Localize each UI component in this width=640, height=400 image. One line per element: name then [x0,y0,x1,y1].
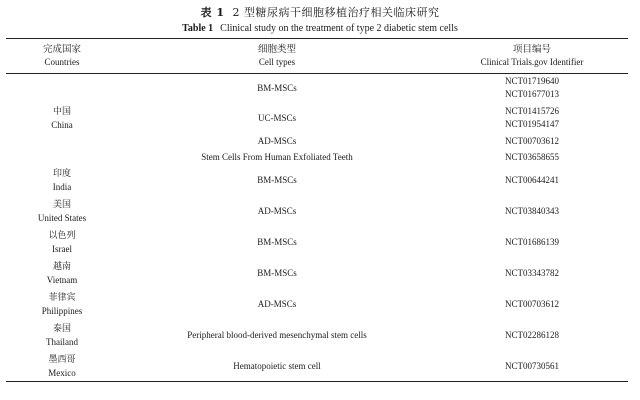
table-label-en: Table 1 [182,23,214,34]
country-cn: 菲律宾 [48,292,76,303]
trial-id: NCT03658655 [505,151,559,162]
table-row [6,351,628,382]
country-cell [6,351,118,382]
country-en: Mexico [48,367,76,378]
country-cn: 美国 [52,199,71,210]
table-row [6,165,628,196]
country-en: Philippines [41,305,83,316]
country-cn: 以色列 [48,230,76,241]
trial-id: NCT02286128 [505,330,559,340]
country-cell [6,320,118,351]
country-cell [6,196,118,227]
header-identifier-en: Clinical Trials.gov Identifier [480,57,584,67]
trial-id: NCT00730561 [505,361,559,371]
table-row [6,258,628,289]
cell-type: BM-MSCs [257,82,297,93]
header-countries [6,39,118,73]
trial-id: NCT01954147 [505,119,559,129]
table-caption-cn: 2 型糖尿病干细胞移植治疗相关临床研究 [232,6,440,19]
header-identifier-cn: 项目编号 [512,44,551,55]
cell-type: BM-MSCs [257,268,297,278]
cell-type: Peripheral blood-derived mesenchymal stem cells [187,330,367,340]
cell-type: Hematopoietic stem cell [233,361,321,371]
table-row [6,289,628,320]
table-row [6,320,628,351]
country-cn: 印度 [52,168,71,179]
trial-id: NCT00703612 [505,299,559,309]
clinical-study-table [6,39,628,382]
table-label-cn: 表 1 [200,6,225,19]
country-cn: 中国 [52,107,71,117]
cell-type: AD-MSCs [257,135,297,146]
trial-id: NCT03840343 [505,206,559,216]
table-caption-en: Clinical study on the treatment of type 2 diabetic stem cells [220,23,458,34]
cell-type: BM-MSCs [257,237,297,247]
trial-id: NCT01719640 [505,76,559,86]
table-row [6,73,628,103]
country-en: Vietnam [46,274,78,285]
cell-type: UC-MSCs [257,112,296,123]
trial-id: NCT00703612 [505,135,559,146]
country-en: Thailand [46,336,78,347]
country-cell [6,165,118,196]
country-en: United States [37,212,87,223]
table-header-row [6,39,628,73]
country-cell [6,227,118,258]
country-cell [6,258,118,289]
country-cn: 越南 [52,261,71,272]
trial-id: NCT01677013 [505,89,559,99]
table-row [6,196,628,227]
table-title-en [0,22,640,35]
header-identifier [436,39,628,73]
cell-type: Stem Cells From Human Exfoliated Teeth [201,151,353,162]
table-row [6,227,628,258]
header-cell-types-en: Cell types [258,57,296,67]
cell-type: AD-MSCs [257,299,297,309]
header-cell-types-cn: 细胞类型 [257,44,296,55]
country-cn: 墨西哥 [48,354,76,365]
table-body [6,73,628,382]
trial-id: NCT03343782 [505,268,559,278]
country-en: Israel [52,243,72,254]
trial-id: NCT00644241 [505,175,559,185]
header-cell-types [118,39,436,73]
country-en: China [51,120,73,130]
country-cell [6,73,118,165]
identifier-cell [436,73,628,103]
identifier-cell [436,103,628,133]
cell-type: AD-MSCs [257,206,297,216]
header-countries-cn: 完成国家 [42,44,81,55]
table-title-cn [0,6,640,20]
country-cn: 泰国 [52,323,71,334]
trial-id: NCT01415726 [505,106,559,116]
country-en: India [52,181,72,192]
cell-type: BM-MSCs [257,175,297,185]
header-countries-en: Countries [44,57,80,67]
trial-id: NCT01686139 [505,237,559,247]
country-cell [6,289,118,320]
